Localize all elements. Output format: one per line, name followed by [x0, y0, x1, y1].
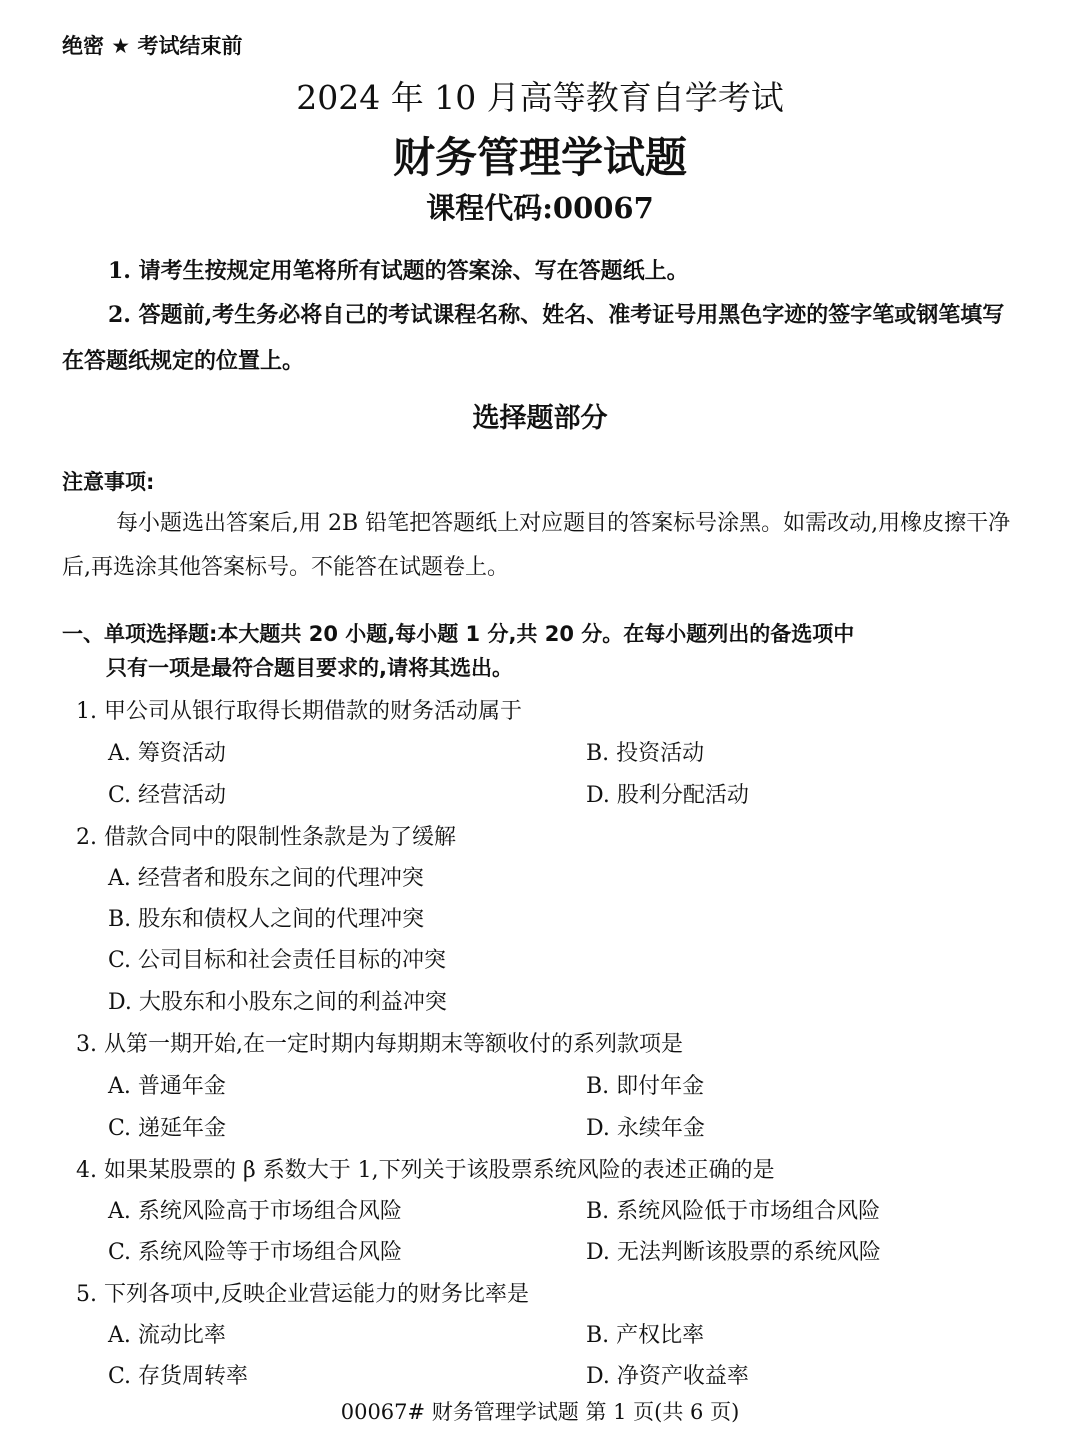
option-c: C. 递延年金 — [108, 1116, 227, 1141]
section-title: 选择题部分 — [472, 403, 608, 434]
question-stem: 3. 从第一期开始,在一定时期内每期期末等额收付的系列款项是 — [76, 1032, 683, 1057]
question-stem: 5. 下列各项中,反映企业营运能力的财务比率是 — [76, 1282, 529, 1307]
option-c: C. 公司目标和社会责任目标的冲突 — [108, 948, 447, 973]
instruction-1: 1. 请考生按规定用笔将所有试题的答案涂、写在答题纸上。 — [108, 258, 689, 284]
option-a: A. 系统风险高于市场组合风险 — [108, 1199, 402, 1224]
question-stem: 2. 借款合同中的限制性条款是为了缓解 — [76, 825, 456, 850]
option-a: A. 普通年金 — [108, 1074, 226, 1099]
option-c: C. 存货周转率 — [108, 1364, 249, 1389]
confidential-label: 绝密 ★ 考试结束前 — [62, 34, 243, 58]
instruction-2: 2. 答题前,考生务必将自己的考试课程名称、姓名、准考证号用黑色字迹的签字笔或钢笔填写在答题纸规定的位置上。 — [62, 302, 1005, 374]
notice-body: 每小题选出答案后,用 2B 铅笔把答题纸上对应题目的答案标号涂黑。如需改动,用橡皮擦干净后,再选涂其他答案标号。不能答在试题卷上。 — [62, 511, 1011, 580]
option-b: B. 即付年金 — [586, 1074, 705, 1099]
option-b: B. 产权比率 — [586, 1323, 705, 1348]
option-a: A. 经营者和股东之间的代理冲突 — [108, 866, 424, 891]
question-stem: 4. 如果某股票的 β 系数大于 1,下列关于该股票系统风险的表述正确的是 — [76, 1158, 775, 1183]
page-footer: 00067# 财务管理学试题 第 1 页(共 6 页) — [340, 1400, 740, 1424]
part-heading: 一、单项选择题:本大题共 20 小题,每小题 1 分,共 20 分。在每小题列出的备选项中 — [62, 622, 855, 646]
option-c: C. 经营活动 — [108, 783, 227, 808]
option-d: D. 无法判断该股票的系统风险 — [586, 1240, 881, 1265]
paper-title: 财务管理学试题 — [392, 133, 687, 182]
option-b: B. 投资活动 — [586, 741, 705, 766]
option-d: D. 永续年金 — [586, 1116, 705, 1141]
option-a: A. 流动比率 — [108, 1323, 226, 1348]
question-stem: 1. 甲公司从银行取得长期借款的财务活动属于 — [76, 699, 522, 724]
option-b: B. 系统风险低于市场组合风险 — [586, 1199, 881, 1224]
option-b: B. 股东和债权人之间的代理冲突 — [108, 907, 425, 932]
exam-title: 2024 年 10 月高等教育自学考试 — [296, 78, 784, 117]
part-heading-continued: 只有一项是最符合题目要求的,请将其选出。 — [106, 656, 513, 680]
option-a: A. 筹资活动 — [108, 741, 226, 766]
option-d: D. 股利分配活动 — [586, 783, 749, 808]
option-c: C. 系统风险等于市场组合风险 — [108, 1240, 403, 1265]
notice-title: 注意事项: — [62, 470, 155, 494]
course-code: 课程代码:00067 — [426, 191, 654, 225]
option-d: D. 大股东和小股东之间的利益冲突 — [108, 990, 447, 1015]
option-d: D. 净资产收益率 — [586, 1364, 749, 1389]
